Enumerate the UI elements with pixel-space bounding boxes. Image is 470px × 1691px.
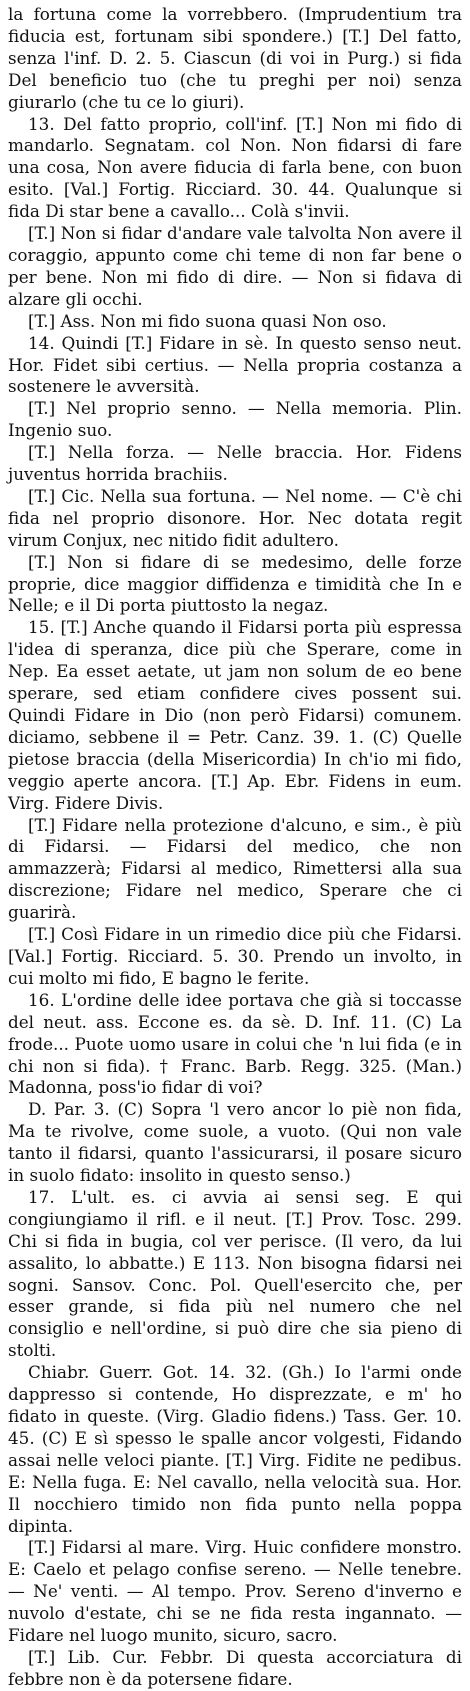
entry-paragraph: [T.] Così Fidare in un rimedio dice più che Fidarsi. [Val.] Fortig. Ricciard. 5. 30. Prendo un involto, in cui molto mi fido, E bagno le ferite. — [8, 924, 462, 988]
entry-paragraph: [T.] Cic. Nella sua fortuna. — Nel nome. — C'è chi fida nel proprio disonore. Hor. Nec dotata regit virum Conjux, nec nitido fidit adultero. — [8, 485, 462, 550]
entry-paragraph: D. Par. 3. (C) Sopra 'l vero ancor lo piè non fida, Ma te rivolve, come suole, a vuoto. (Qui non vale tanto il fidarsi, quanto l'assicurarsi, il posare sicuro in suolo fidato: insolito in questo senso.) — [8, 1099, 462, 1186]
entry-paragraph-16: 16. L'ordine delle idee portava che già si toccasse del neut. ass. Eccone es. da sè. D. Inf. 11. (C) La frode... Puote uomo usare in colui che 'n lui fida (e in chi non si fida). † Franc. Barb. Regg. 325. (Man.) Madonna, poss'io fidar di voi? — [8, 989, 462, 1098]
entry-paragraph: [T.] Non si fidare di se medesimo, delle forze proprie, dice maggior diffidenza e timidità che In e Nelle; e il Di porta piuttosto la negaz. — [8, 551, 462, 616]
entry-paragraph: [T.] Nel proprio senno. — Nella memoria. Plin. Ingenio suo. — [8, 398, 462, 441]
entry-paragraph: [T.] Lib. Cur. Febbr. Di questa accorciatura di febbre non è da potersene fidare. — [8, 1646, 462, 1689]
entry-paragraph: [T.] Fidarsi al mare. Virg. Huic confidere monstro. E: Caelo et pelago confise sereno. — Nelle tenebre. — Ne' venti. — Al tempo. Prov. Sereno d'inverno e nuvolo d'estate, chi se ne fida resta ingannato. — Fidare nel luogo munito, sicuro, sacro. — [8, 1537, 462, 1646]
entry-paragraph: [T.] Nella forza. — Nelle braccia. Hor. Fidens juventus horrida brachiis. — [8, 442, 462, 485]
entry-paragraph: [T.] Non si fidar d'andare vale talvolta Non avere il coraggio, appunto come chi teme di non far bene o per bene. Non mi fido di dire. — Non si fidava di alzare gli occhi. — [8, 223, 462, 309]
entry-paragraph: Chiabr. Guerr. Got. 14. 32. (Gh.) Io l'armi onde dappresso si contende, Ho disprezzate, e m' ho fidato in queste. (Virg. Gladio fidens.) Tass. Ger. 10. 45. (C) E sì spesso le spalle ancor volgesti, Fidando assai nelle veloci piante. [T.] Virg. Fidite ne pedibus. E: Nella fuga. E: Nel cavallo, nella velocità sua. Hor. Il nocchiero timido non fida punto nella poppa dipinta. — [8, 1362, 462, 1536]
entry-paragraph-continuation: la fortuna come la vorrebbero. (Imprudentium tra fiducia est, fortunam sibi spondere.) [T.] Del fatto, senza l'inf. D. 2. 5. Ciascun (di voi in Purg.) si fida Del beneficio tuo (che tu preghi per noi) senza giurarlo (che tu ce lo giuri). — [8, 4, 462, 112]
entry-paragraph-13: 13. Del fatto proprio, coll'inf. [T.] Non mi fido di mandarlo. Segnatam. col Non. Non fidarsi di fare una cosa, Non avere fiducia di farla bene, con buon esito. [Val.] Fortig. Ricciard. 30. 44. Qualunque si fida Di star bene a cavallo... Colà s'invii. — [8, 113, 462, 222]
entry-paragraph: [T.] Fidare nella protezione d'alcuno, e sim., è più di Fidarsi. — Fidarsi del medico, che non ammazzerà; Fidarsi al medico, Rimettersi alla sua discrezione; Fidare nel medico, Sperare che ci guarirà. — [8, 814, 462, 923]
entry-paragraph-15: 15. [T.] Anche quando il Fidarsi porta più espressa l'idea di speranza, dice più che Sperare, come in Nep. Ea esset aetate, ut jam non solum de eo bene sperare, sed etiam confidere cives possent sui. Quindi Fidare in Dio (non però Fidarsi) comunem. diciamo, sebbene il = Petr. Canz. 39. 1. (C) Quelle pietose braccia (della Misericordia) In ch'io mi fido, veggio aperte ancora. [T.] Ap. Ebr. Fidens in eum. Virg. Fidere Divis. — [8, 617, 462, 813]
entry-paragraph-17: 17. L'ult. es. ci avvia ai sensi seg. E qui congiungiamo il rifl. e il neut. [T.] Prov. Tosc. 299. Chi si fida in bugia, col ver perisce. (Il vero, da lui assalito, lo abbatte.) E 113. Non bisogna fidarsi nei sogni. Sansov. Conc. Pol. Quell'esercito che, per esser grande, si fida più nel numero che nel consiglio e nell'ordine, si può dire che sia pieno di stolti. — [8, 1186, 462, 1361]
entry-paragraph-14: 14. Quindi [T.] Fidare in sè. In questo senso neut. Hor. Fidet sibi certius. — Nella propria costanza a sostenere le avversità. — [8, 332, 462, 397]
entry-paragraph: [T.] Ass. Non mi fido suona quasi Non oso. — [28, 310, 387, 331]
